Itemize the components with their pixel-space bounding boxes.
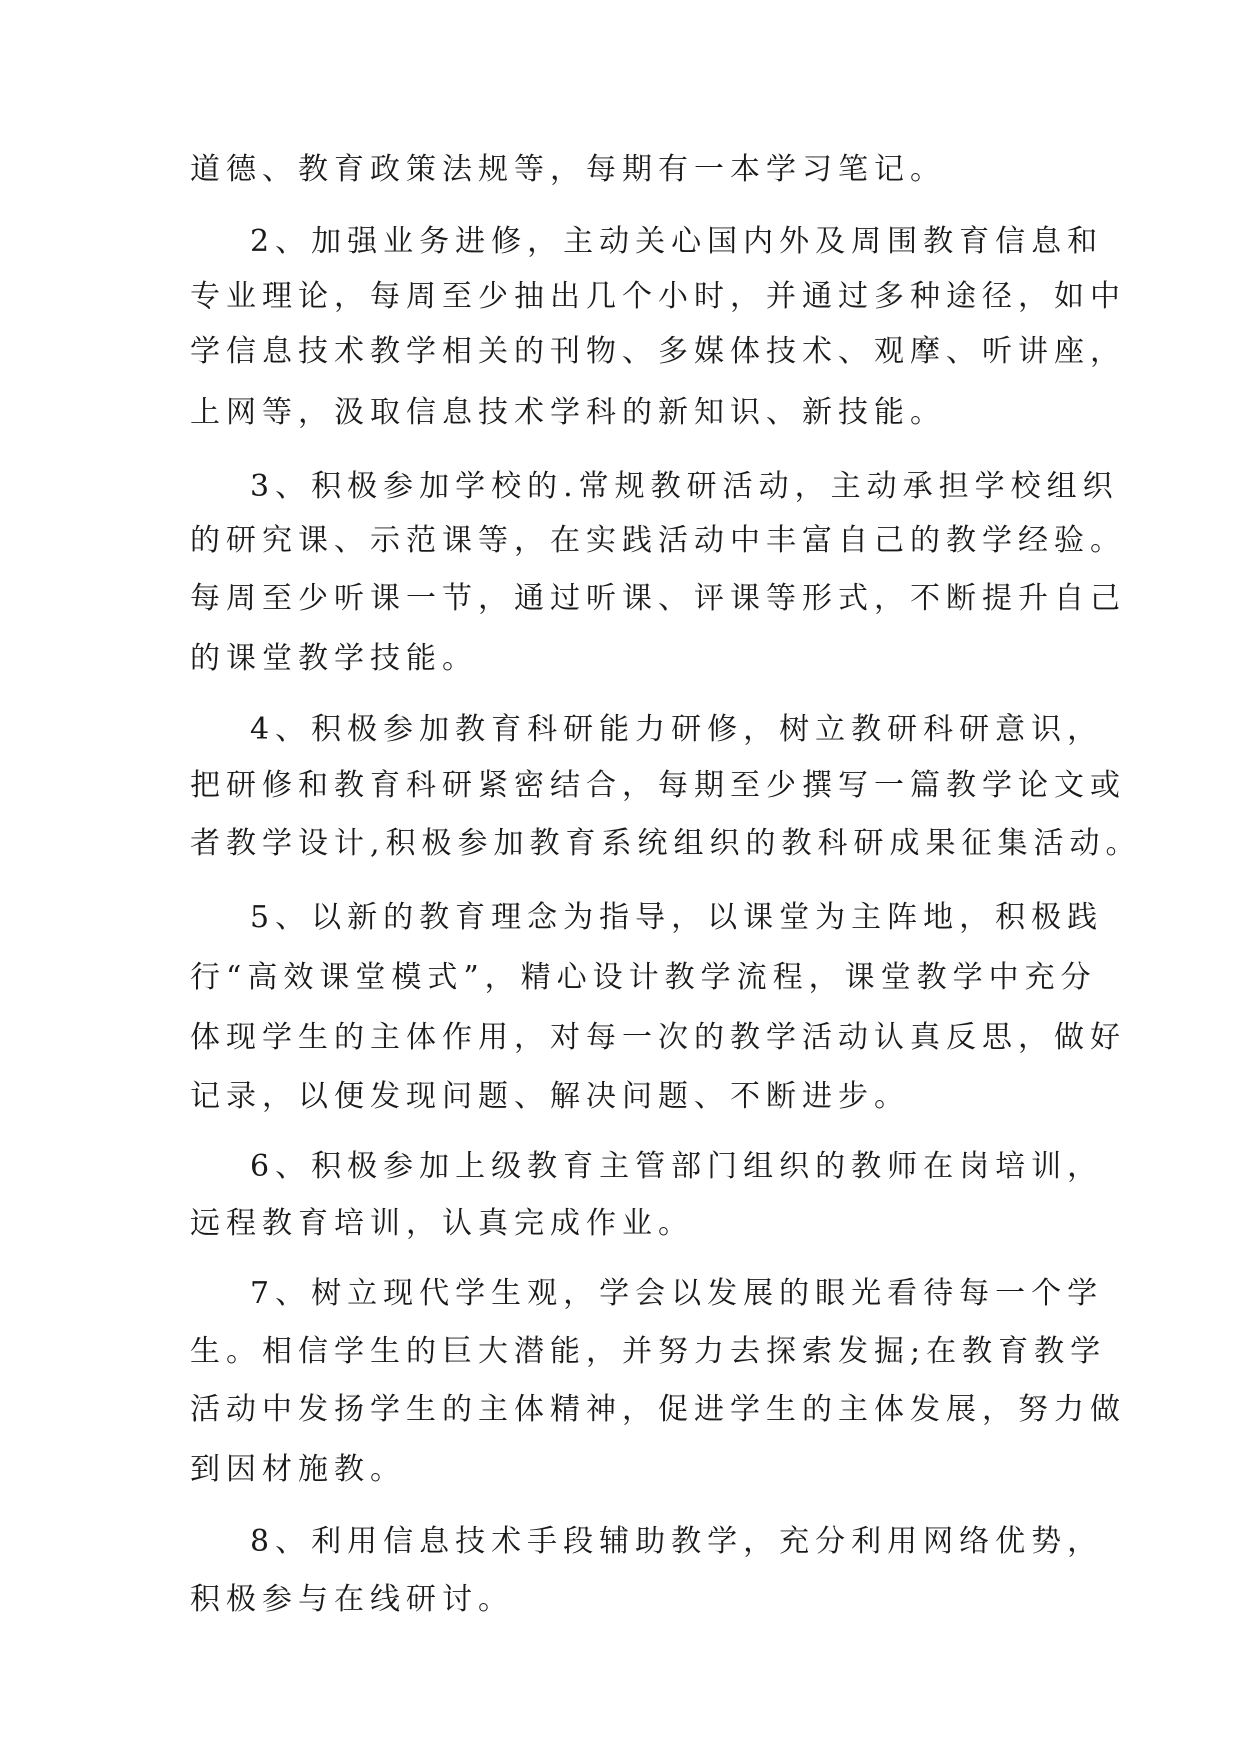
text-line: 4、积极参加教育科研能力研修，树立教研科研意识，: [250, 712, 1104, 747]
text-line: 生。相信学生的巨大潜能，并努力去探索发掘;在教育教学: [190, 1334, 1107, 1369]
text-line: 者教学设计,积极参加教育系统组织的教科研成果征集活动。: [190, 826, 1142, 861]
text-line: 上网等，汲取信息技术学科的新知识、新技能。: [190, 395, 946, 430]
text-line: 积极参与在线研讨。: [190, 1582, 514, 1617]
text-line: 3、积极参加学校的.常规教研活动，主动承担学校组织: [250, 469, 1119, 504]
text-line: 记录，以便发现问题、解决问题、不断进步。: [190, 1079, 910, 1114]
text-line: 道德、教育政策法规等，每期有一本学习笔记。: [190, 152, 946, 187]
text-line: 专业理论，每周至少抽出几个小时，并通过多种途径，如中: [190, 279, 1126, 314]
text-line: 体现学生的主体作用，对每一次的教学活动认真反思，做好: [190, 1020, 1126, 1055]
text-line: 远程教育培训，认真完成作业。: [190, 1206, 694, 1241]
text-line: 到因材施教。: [190, 1452, 406, 1487]
text-line: 学信息技术教学相关的刊物、多媒体技术、观摩、听讲座，: [190, 334, 1126, 369]
text-line: 5、以新的教育理念为指导，以课堂为主阵地，积极践: [250, 900, 1104, 935]
text-line: 的研究课、示范课等，在实践活动中丰富自己的教学经验。: [190, 523, 1126, 558]
text-line: 7、树立现代学生观，学会以发展的眼光看待每一个学: [250, 1276, 1104, 1311]
text-line: 每周至少听课一节，通过听课、评课等形式，不断提升自己: [190, 581, 1126, 616]
text-line: 活动中发扬学生的主体精神，促进学生的主体发展，努力做: [190, 1392, 1126, 1427]
text-line: 2、加强业务进修，主动关心国内外及周围教育信息和: [250, 224, 1104, 259]
text-line: 8、利用信息技术手段辅助教学，充分利用网络优势，: [250, 1524, 1104, 1559]
text-line: 把研修和教育科研紧密结合，每期至少撰写一篇教学论文或: [190, 768, 1126, 803]
text-line: 行“高效课堂模式”，精心设计教学流程，课堂教学中充分: [190, 960, 1097, 995]
text-line: 6、积极参加上级教育主管部门组织的教师在岗培训，: [250, 1149, 1104, 1184]
text-line: 的课堂教学技能。: [190, 641, 478, 676]
